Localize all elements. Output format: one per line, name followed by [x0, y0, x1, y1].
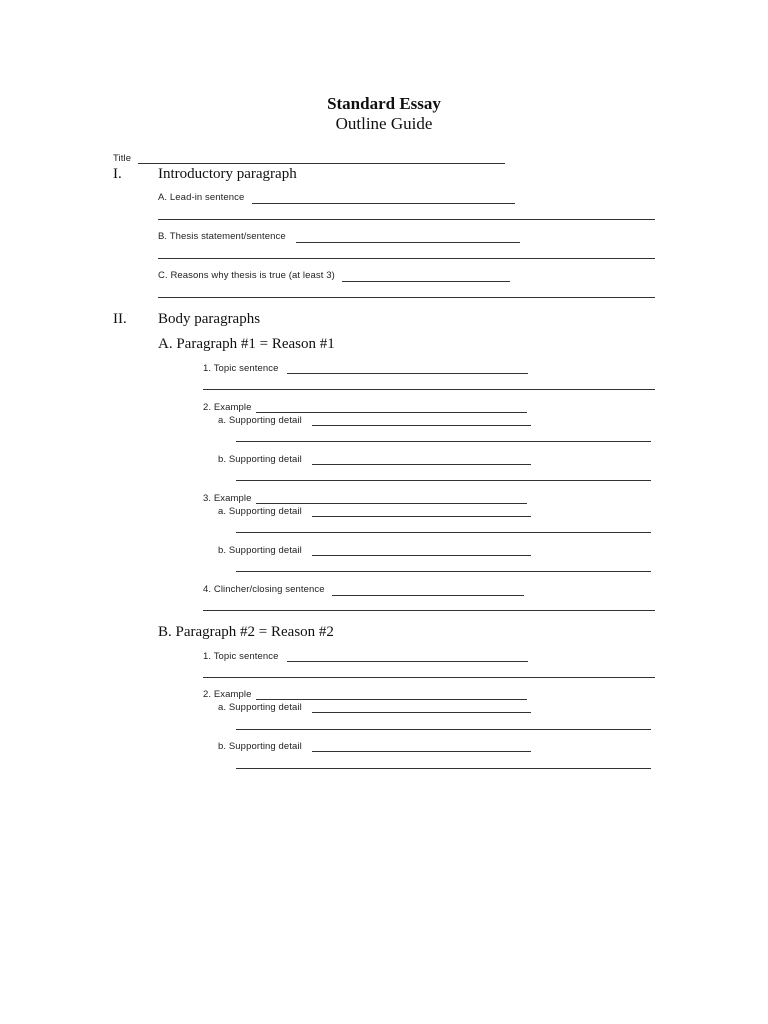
section-2-heading: Body paragraphs	[158, 311, 261, 327]
pa-example-3-detail-a-label: a. Supporting detail	[218, 506, 302, 517]
section-1-numeral: I.	[113, 166, 122, 182]
thesis-continuation-line[interactable]	[158, 258, 655, 259]
pa-topic-label: 1. Topic sentence	[203, 363, 279, 374]
thesis-label: B. Thesis statement/sentence	[158, 231, 286, 242]
pb-topic-continuation-line[interactable]	[203, 677, 655, 678]
reasons-line[interactable]	[342, 281, 510, 282]
pb-topic-line[interactable]	[287, 661, 528, 662]
lead-in-line[interactable]	[252, 203, 515, 204]
pa-example-3-line[interactable]	[256, 503, 527, 504]
pb-example-2-line[interactable]	[256, 699, 527, 700]
pa-example-3-detail-b-line[interactable]	[312, 555, 531, 556]
pb-example-2-label: 2. Example	[203, 689, 252, 700]
pb-topic-label: 1. Topic sentence	[203, 651, 279, 662]
pa-example-3-detail-a-continuation-line[interactable]	[236, 532, 651, 533]
section-2-numeral: II.	[113, 311, 127, 327]
pa-example-2-detail-b-continuation-line[interactable]	[236, 480, 651, 481]
pb-example-2-detail-b-line[interactable]	[312, 751, 531, 752]
pa-example-3-label: 3. Example	[203, 493, 252, 504]
pa-example-2-line[interactable]	[256, 412, 527, 413]
pa-example-2-detail-b-line[interactable]	[312, 464, 531, 465]
pb-example-2-detail-a-label: a. Supporting detail	[218, 702, 302, 713]
paragraph-b-heading: B. Paragraph #2 = Reason #2	[158, 624, 334, 640]
section-1-heading: Introductory paragraph	[158, 166, 297, 182]
pa-example-2-detail-a-continuation-line[interactable]	[236, 441, 651, 442]
pa-example-2-label: 2. Example	[203, 402, 252, 413]
document-subtitle: Outline Guide	[335, 114, 433, 133]
pb-example-2-detail-b-label: b. Supporting detail	[218, 741, 302, 752]
document-title: Standard Essay	[327, 94, 441, 113]
title-field-line[interactable]	[138, 163, 505, 164]
pa-example-3-detail-b-continuation-line[interactable]	[236, 571, 651, 572]
pa-example-3-detail-b-label: b. Supporting detail	[218, 545, 302, 556]
pa-clincher-continuation-line[interactable]	[203, 610, 655, 611]
lead-in-label: A. Lead-in sentence	[158, 192, 245, 203]
title-field-label: Title	[113, 153, 132, 164]
pb-example-2-detail-a-continuation-line[interactable]	[236, 729, 651, 730]
reasons-continuation-line[interactable]	[158, 297, 655, 298]
pa-example-2-detail-b-label: b. Supporting detail	[218, 454, 302, 465]
pb-example-2-detail-a-line[interactable]	[312, 712, 531, 713]
pa-topic-continuation-line[interactable]	[203, 389, 655, 390]
pa-clincher-line[interactable]	[332, 595, 524, 596]
pa-example-3-detail-a-line[interactable]	[312, 516, 531, 517]
pa-example-2-detail-a-line[interactable]	[312, 425, 531, 426]
reasons-label: C. Reasons why thesis is true (at least 3)	[158, 270, 335, 281]
thesis-line[interactable]	[296, 242, 520, 243]
pa-clincher-label: 4. Clincher/closing sentence	[203, 584, 325, 595]
pa-topic-line[interactable]	[287, 373, 528, 374]
pb-example-2-detail-b-continuation-line[interactable]	[236, 768, 651, 769]
lead-in-continuation-line[interactable]	[158, 219, 655, 220]
pa-example-2-detail-a-label: a. Supporting detail	[218, 415, 302, 426]
paragraph-a-heading: A. Paragraph #1 = Reason #1	[158, 336, 335, 352]
